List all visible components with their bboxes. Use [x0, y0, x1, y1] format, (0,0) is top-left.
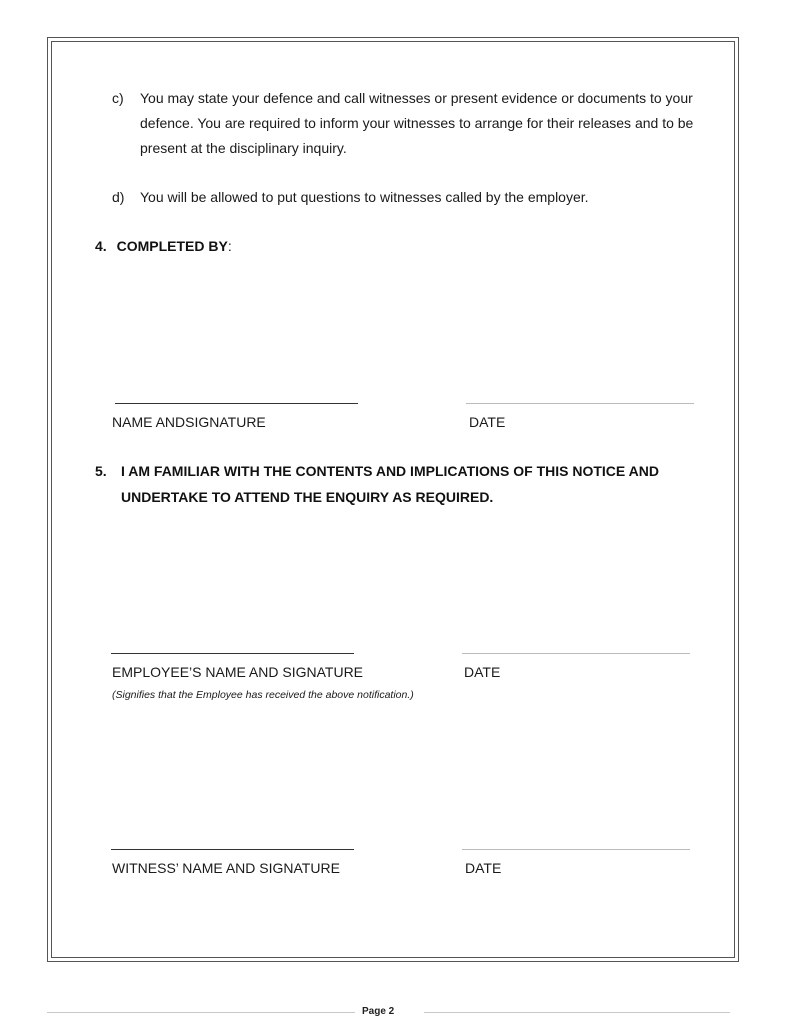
page-number: Page 2 — [362, 1006, 395, 1017]
section-4-heading — [95, 238, 232, 254]
completed-by-date-line[interactable] — [466, 403, 694, 404]
employee-note: (Signifies that the Employee has received the above notification.) — [112, 689, 414, 701]
section-5-number: 5. — [95, 463, 107, 479]
witness-signature-line[interactable] — [111, 849, 354, 850]
employee-signature-line[interactable] — [111, 653, 354, 654]
witness-date-label: DATE — [465, 860, 502, 876]
footer-rule-left — [47, 1012, 355, 1013]
section-5-line1: I AM FAMILIAR WITH THE CONTENTS AND IMPLICATIONS OF THIS NOTICE AND — [121, 463, 659, 479]
employee-date-line[interactable] — [462, 653, 690, 654]
item-c-text: You may state your defence and call witnesses or present evidence or documents to your defence. You are required to inform your witnesses to arrange for their releases and to be present at the disciplinary inquiry. — [140, 90, 694, 156]
completed-by-signature-line[interactable] — [115, 403, 358, 404]
section-5-line2: UNDERTAKE TO ATTEND THE ENQUIRY AS REQUIRED. — [121, 489, 494, 505]
completed-by-signature-label: NAME ANDSIGNATURE — [112, 414, 266, 430]
employee-date-label: DATE — [464, 664, 501, 680]
section-4-colon: : — [227, 238, 232, 254]
footer-rule-right — [424, 1012, 730, 1013]
witness-date-line[interactable] — [462, 849, 690, 850]
item-d-text: You will be allowed to put questions to witnesses called by the employer. — [140, 189, 589, 205]
item-d-marker: d) — [112, 189, 125, 205]
completed-by-date-label: DATE — [469, 414, 506, 430]
section-4-number: 4. — [95, 238, 107, 254]
item-c-marker: c) — [112, 90, 124, 106]
section-4-title: COMPLETED BY — [116, 238, 228, 254]
employee-signature-label: EMPLOYEE’S NAME AND SIGNATURE — [112, 664, 364, 680]
witness-signature-label: WITNESS’ NAME AND SIGNATURE — [112, 860, 340, 876]
